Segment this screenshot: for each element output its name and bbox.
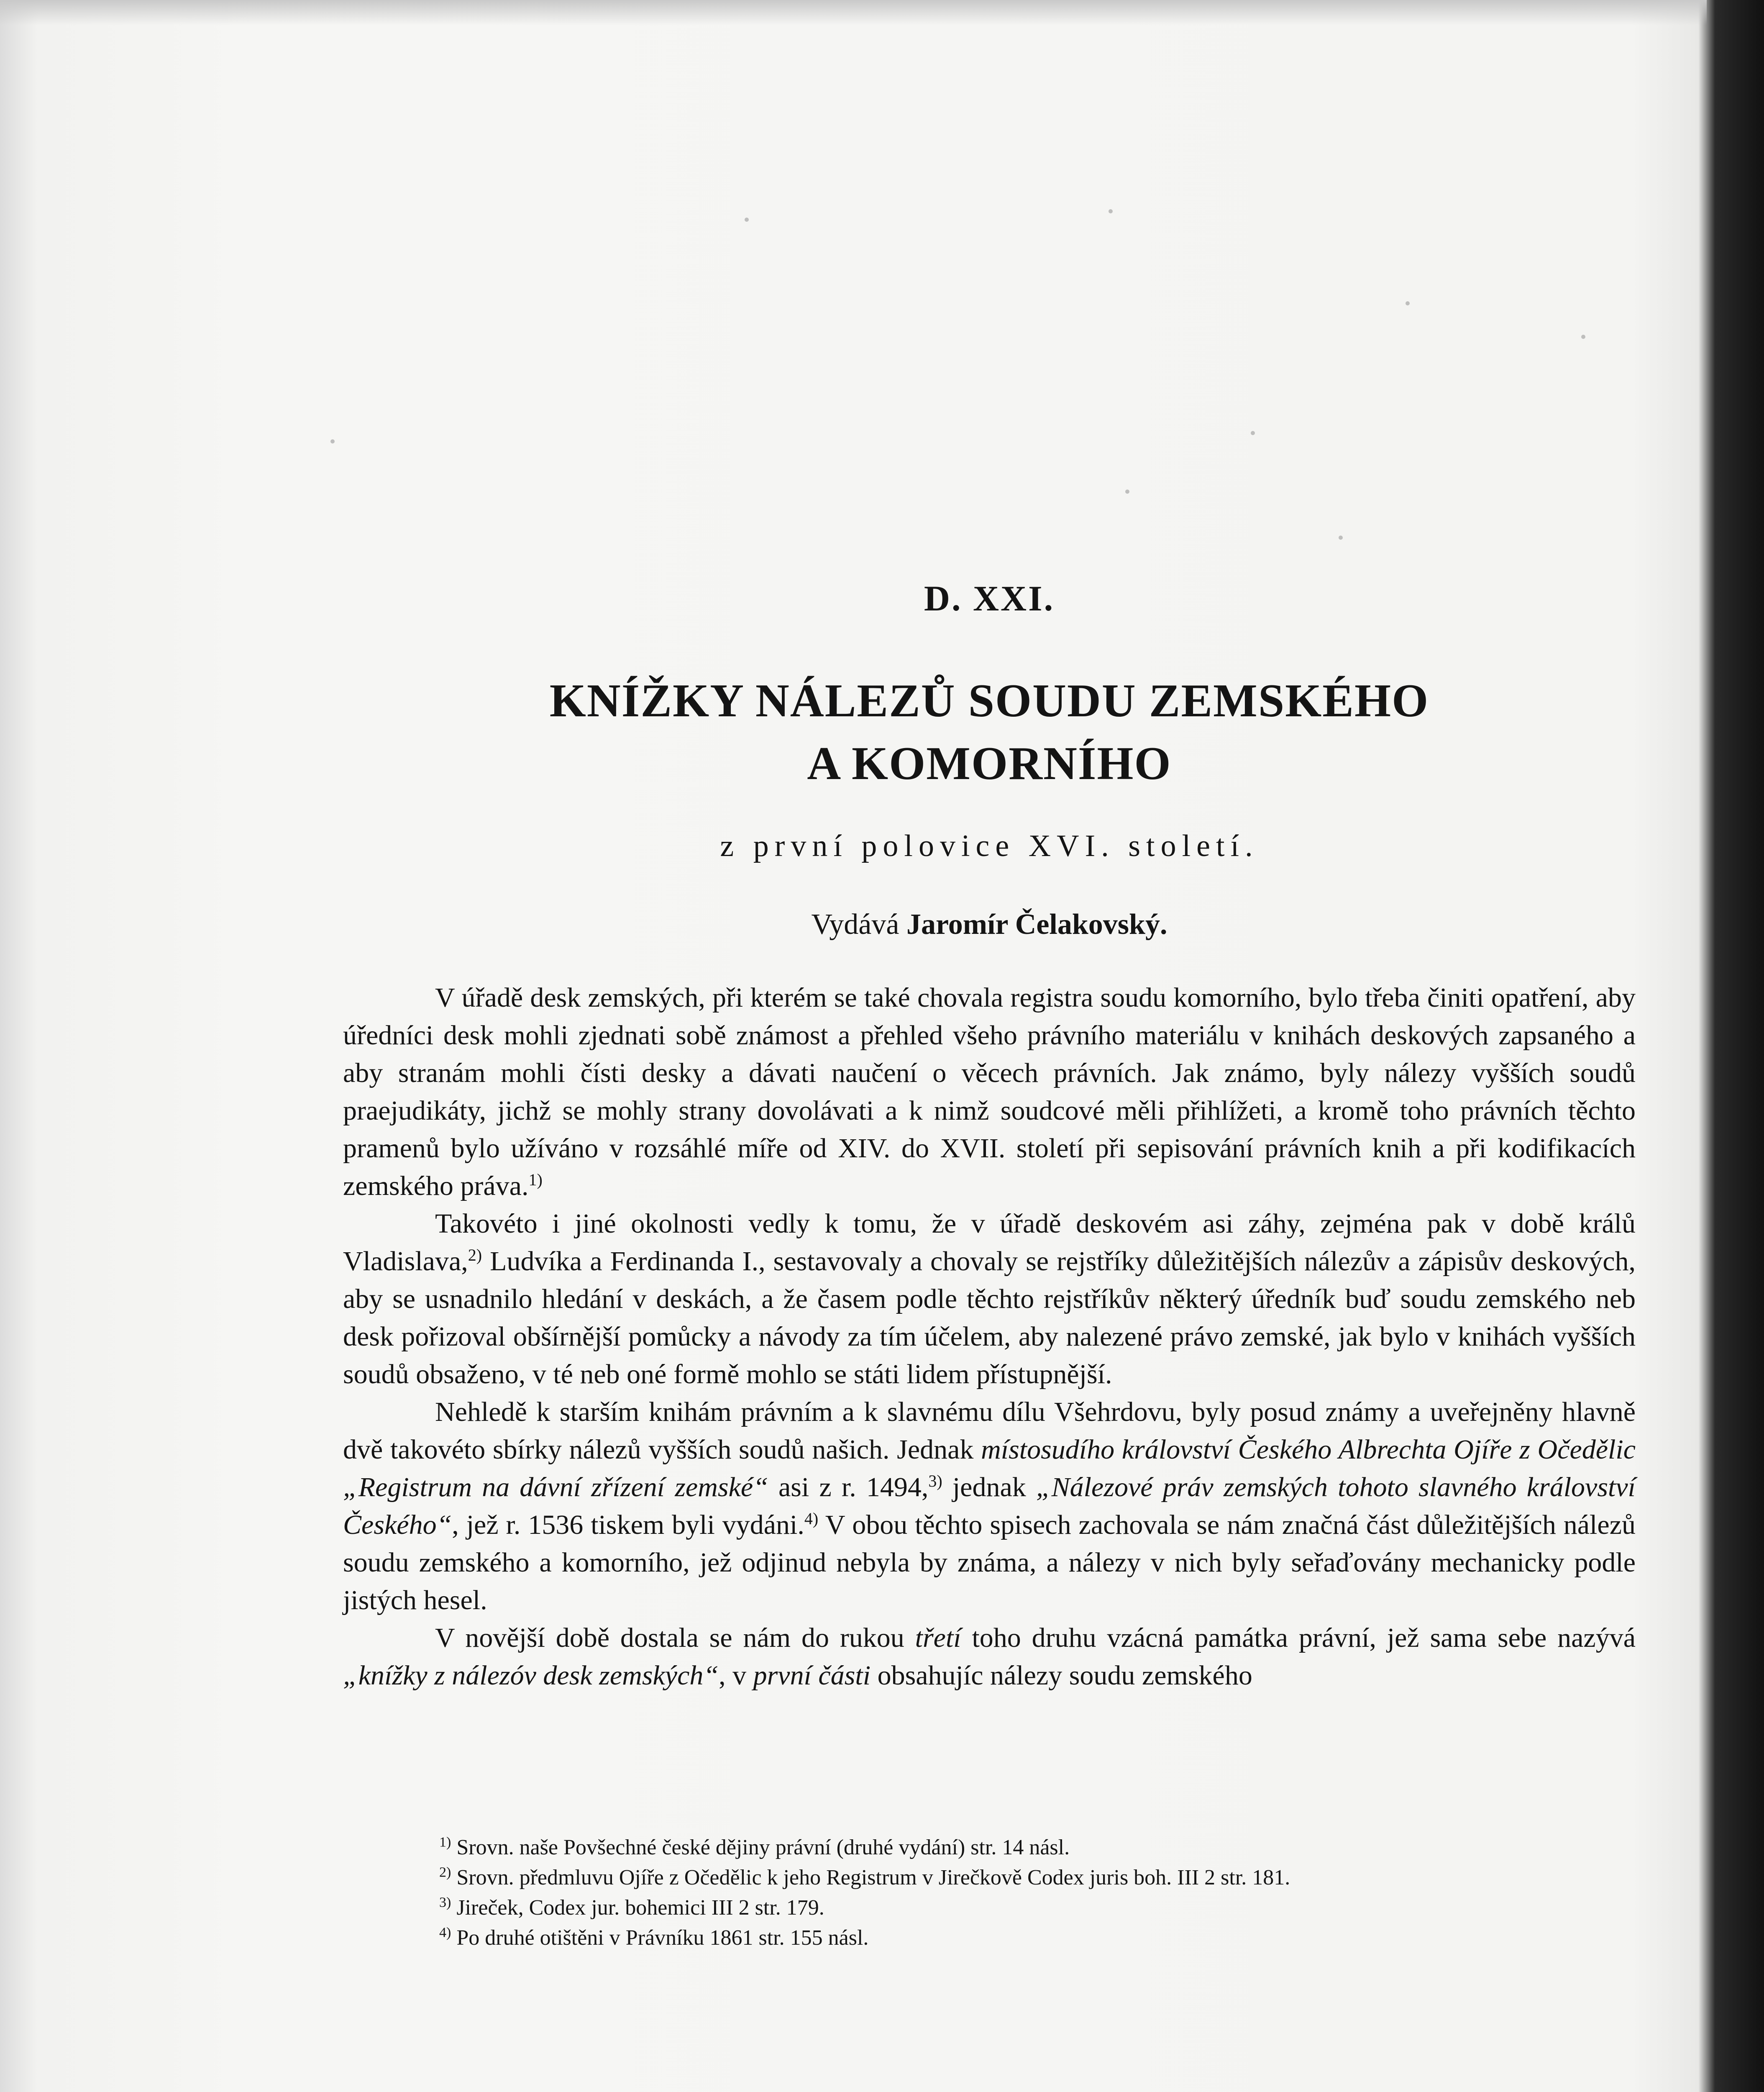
footnote-text: Srovn. předmluvu Ojíře z Očedělic k jeho Registrum v Jirečkově Codex juris boh. III 2 str. 181. — [451, 1866, 1290, 1889]
scan-speck — [1581, 335, 1585, 339]
paragraph-text: obsahujíc nálezy soudu zemského — [870, 1660, 1252, 1691]
paragraph-text: Takovéto i jiné okolnosti vedly k tomu, že v úřadě deskovém asi záhy, zejména pak v době králů Vladislava, — [343, 1208, 1636, 1277]
italic-text: „Nálezové práv zemských tohoto slavného království Českého“ — [343, 1472, 1636, 1540]
scan-shadow — [0, 0, 1707, 25]
paragraph — [343, 1205, 1636, 1393]
paragraph-text: V úřadě desk zemských, při kterém se také chovala registra soudu komorního, bylo třeba činiti opatření, aby úředníci desk mohli zjednati sobě známost a přehled všeho právního materiálu v knihách deskových zapsaného a aby stranám mohli čísti desky a dávati naučení o věcech právních. Jak známo, byly nálezy vyšších soudů praejudikáty, jichž se mohly strany dovolávati a k nimž soudcové měli přihlížeti, a kromě toho právních těchto pramenů bylo užíváno v rozsáhlé míře od XIV. do XVII. století při sepisování právních knih a při kodifikacích zemského práva. — [343, 982, 1636, 1201]
paragraph — [343, 979, 1636, 1205]
footnote-ref: 1) — [528, 1170, 543, 1189]
footnote — [343, 1863, 1636, 1893]
scan-speck — [1109, 209, 1113, 213]
scan-speck — [330, 439, 335, 444]
document-title — [343, 669, 1636, 795]
paragraph-text: Nehledě k starším knihám právním a k slavnému dílu Všehrdovu, byly posud známy a uveřejněny hlavně dvě takovéto sbírky nálezů vyšších soudů našich. Jednak — [343, 1397, 1636, 1465]
editor-name: Jaromír Čelakovský. — [906, 908, 1167, 941]
paragraph-text: Ludvíka a Ferdinanda I., sestavovaly a chovaly se rejstříky důležitějších nálezův a zápisův deskových, aby se usnadnilo hledání v deskách, a že časem podle těchto rejstříkův některý úředník buď soudu zemského neb desk pořizoval obšírnější pomůcky a návody za tím účelem, aby nalezené právo zemské, jak bylo v knihách vyšších soudů obsaženo, v té neb oné formě mohlo se státi lidem přístupnější. — [343, 1246, 1636, 1390]
editor-line — [343, 908, 1636, 941]
paragraph — [343, 1393, 1636, 1619]
paragraph-text: jednak — [942, 1472, 1036, 1502]
scan-speck — [1251, 431, 1255, 435]
footnote-text: Srovn. naše Povšechné české dějiny právní (druhé vydání) str. 14 násl. — [451, 1836, 1070, 1859]
paragraph-text: , v — [719, 1660, 753, 1691]
document-number: D. XXI. — [924, 578, 1055, 618]
paragraph-text: toho druhu vzácná památka právní, jež sama sebe nazývá — [961, 1623, 1636, 1653]
footnote-ref: 3) — [928, 1472, 942, 1490]
paragraph-text: asi z r. 1494, — [768, 1472, 929, 1502]
document-subtitle: z první polovice XVI. století. — [720, 829, 1259, 863]
body-text — [343, 979, 1636, 1695]
title-line: KNÍŽKY NÁLEZŮ SOUDU ZEMSKÉHO — [549, 675, 1429, 727]
footnote-mark: 2) — [439, 1864, 451, 1880]
scan-speck — [1406, 301, 1410, 305]
paragraph — [343, 1619, 1636, 1695]
page-content — [343, 577, 1636, 2084]
footnote-mark: 1) — [439, 1834, 451, 1850]
paragraph-text: , jež r. 1536 tiskem byli vydáni. — [452, 1510, 804, 1540]
title-line: A KOMORNÍHO — [807, 738, 1172, 790]
paragraph-text: V novější době dostala se nám do rukou — [435, 1623, 915, 1653]
scan-speck — [745, 218, 749, 222]
footnote-text: Po druhé otištěni v Právníku 1861 str. 155 násl. — [451, 1926, 869, 1950]
scan-speck — [1125, 490, 1129, 494]
italic-text: „knížky z nálezóv desk zemských“ — [343, 1660, 719, 1691]
footnote-mark: 3) — [439, 1895, 451, 1910]
italic-text: místosudího království Českého Albrechta Ojíře z Očedělic „Registrum na dávní zřízení zemské“ — [343, 1434, 1636, 1502]
footnote-ref: 2) — [468, 1246, 482, 1264]
footnote-ref: 4) — [804, 1509, 819, 1528]
italic-text: první části — [753, 1660, 871, 1691]
scan-speck — [1339, 536, 1343, 540]
paragraph-text: V obou těchto spisech zachovala se nám značná část důležitějších nálezů soudu zemského a komorního, jež odjinud nebyla by známa, a nálezy v nich byly seřaďovány mechanicky podle jistých hesel. — [343, 1510, 1636, 1615]
footnote — [343, 1893, 1636, 1923]
footnote-text: Jireček, Codex jur. bohemici III 2 str. 179. — [451, 1896, 824, 1920]
italic-text: třetí — [915, 1623, 961, 1653]
footnote — [343, 1833, 1636, 1863]
editor-prefix: Vydává — [811, 908, 899, 941]
footnotes — [343, 1833, 1636, 1953]
footnote-mark: 4) — [439, 1925, 451, 1941]
footnote — [343, 1923, 1636, 1953]
